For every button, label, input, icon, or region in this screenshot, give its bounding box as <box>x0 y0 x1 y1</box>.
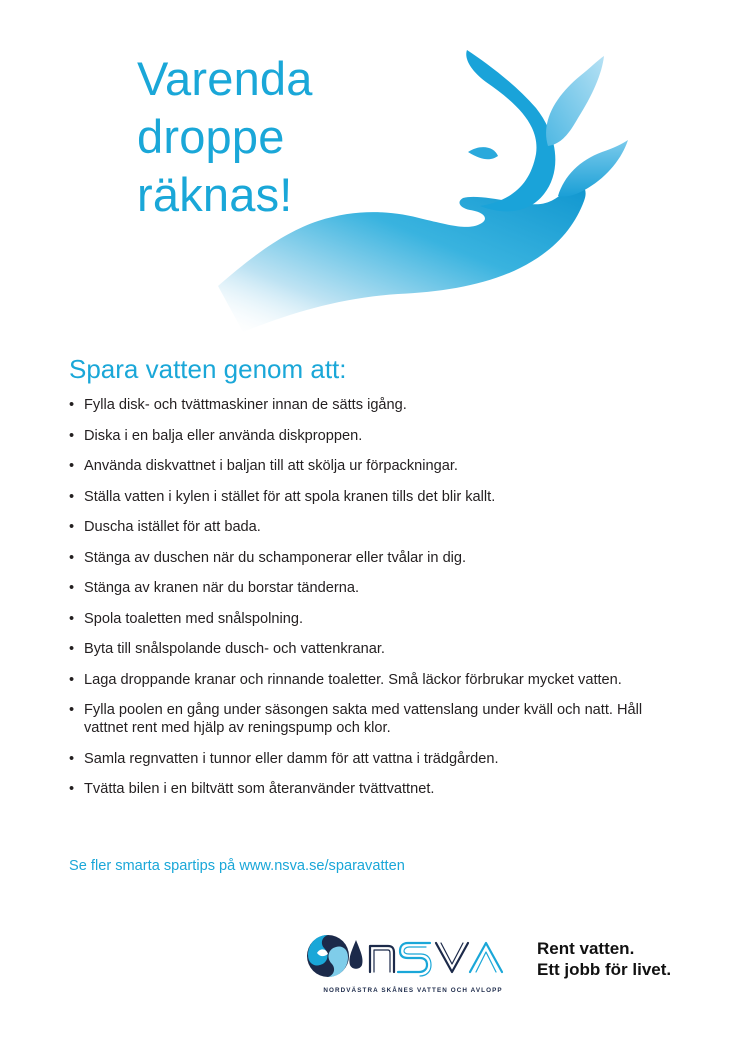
list-item <box>69 457 659 475</box>
list-item <box>69 780 659 798</box>
list-item <box>69 518 659 536</box>
list-item <box>69 488 659 506</box>
tip-text: Stänga av kranen när du borstar tänderna. <box>84 580 360 596</box>
list-item <box>69 701 659 737</box>
bullet: • <box>69 427 75 444</box>
more-tips-link[interactable]: Se fler smarta spartips på www.nsva.se/sparavatten <box>69 858 405 874</box>
bullet: • <box>69 610 75 627</box>
tip-text: Samla regnvatten i tunnor eller damm för att vattna i trädgården. <box>84 750 499 767</box>
water-drop-upper <box>546 56 604 146</box>
bullet: • <box>69 488 75 505</box>
slogan-line-2: Ett jobb för livet. <box>537 960 672 979</box>
list-item <box>69 549 659 567</box>
tip-text: Stänga av duschen när du schamponerar eller tvålar in dig. <box>84 549 467 566</box>
list-item <box>69 750 659 768</box>
slogan-line-1: Rent vatten. <box>537 939 635 958</box>
bullet: • <box>69 641 75 657</box>
nsva-logo <box>302 930 524 996</box>
tip-text: Fylla poolen en gång under säsongen sakta med vattenslang under kväll och natt. Håll vattnet rent med hjälp av reningspump och klor. <box>84 702 643 736</box>
list-item <box>69 579 659 597</box>
tip-text: Ställa vatten i kylen i stället för att spola kranen tills det blir kallt. <box>84 488 496 505</box>
tip-text: Fylla disk- och tvättmaskiner innan de sätts igång. <box>84 397 407 413</box>
hand-shape <box>218 184 586 332</box>
logo-tagline: NORDVÄSTRA SKÅNES VATTEN OCH AVLOPP <box>323 987 503 994</box>
bullet: • <box>69 549 75 566</box>
nsva-logo-graphic <box>302 930 524 986</box>
subheading: Spara vatten genom att: <box>69 354 347 384</box>
tip-text: Spola toaletten med snålspolning. <box>84 610 304 627</box>
water-hand-illustration <box>218 36 658 336</box>
list-item <box>69 610 659 628</box>
bullet: • <box>69 750 75 767</box>
tip-text: Byta till snålspolande dusch- och vattenkranar. <box>84 641 385 657</box>
bullet: • <box>69 519 75 535</box>
list-item <box>69 671 659 689</box>
headline-line-3: räknas! <box>137 168 293 221</box>
bullet: • <box>69 580 75 596</box>
main-water-splash <box>466 50 555 211</box>
logo-drops-icon <box>307 935 349 977</box>
tip-text: Använda diskvattnet i baljan till att skölja ur förpackningar. <box>84 458 458 474</box>
logo-small-drop-icon <box>349 940 362 969</box>
slogan <box>537 938 671 980</box>
headline-line-2: droppe <box>137 110 285 163</box>
tip-text: Duscha istället för att bada. <box>84 519 261 535</box>
bullet: • <box>69 458 75 474</box>
bullet: • <box>69 781 75 797</box>
tip-text: Tvätta bilen i en biltvätt som återanvänder tvättvattnet. <box>84 781 435 797</box>
headline-line-1: Varenda <box>137 52 313 105</box>
tip-text: Diska i en balja eller använda diskproppen. <box>84 427 363 444</box>
water-drop-small <box>468 147 498 159</box>
bullet: • <box>69 702 75 718</box>
bullet: • <box>69 397 75 413</box>
logo-wordmark <box>370 943 502 976</box>
list-item <box>69 396 659 414</box>
bullet: • <box>69 671 75 688</box>
list-item <box>69 640 659 658</box>
list-item <box>69 427 659 445</box>
tips-list <box>69 396 659 811</box>
water-drop-right <box>558 140 628 197</box>
tip-text: Laga droppande kranar och rinnande toaletter. Små läckor förbrukar mycket vatten. <box>84 671 622 688</box>
